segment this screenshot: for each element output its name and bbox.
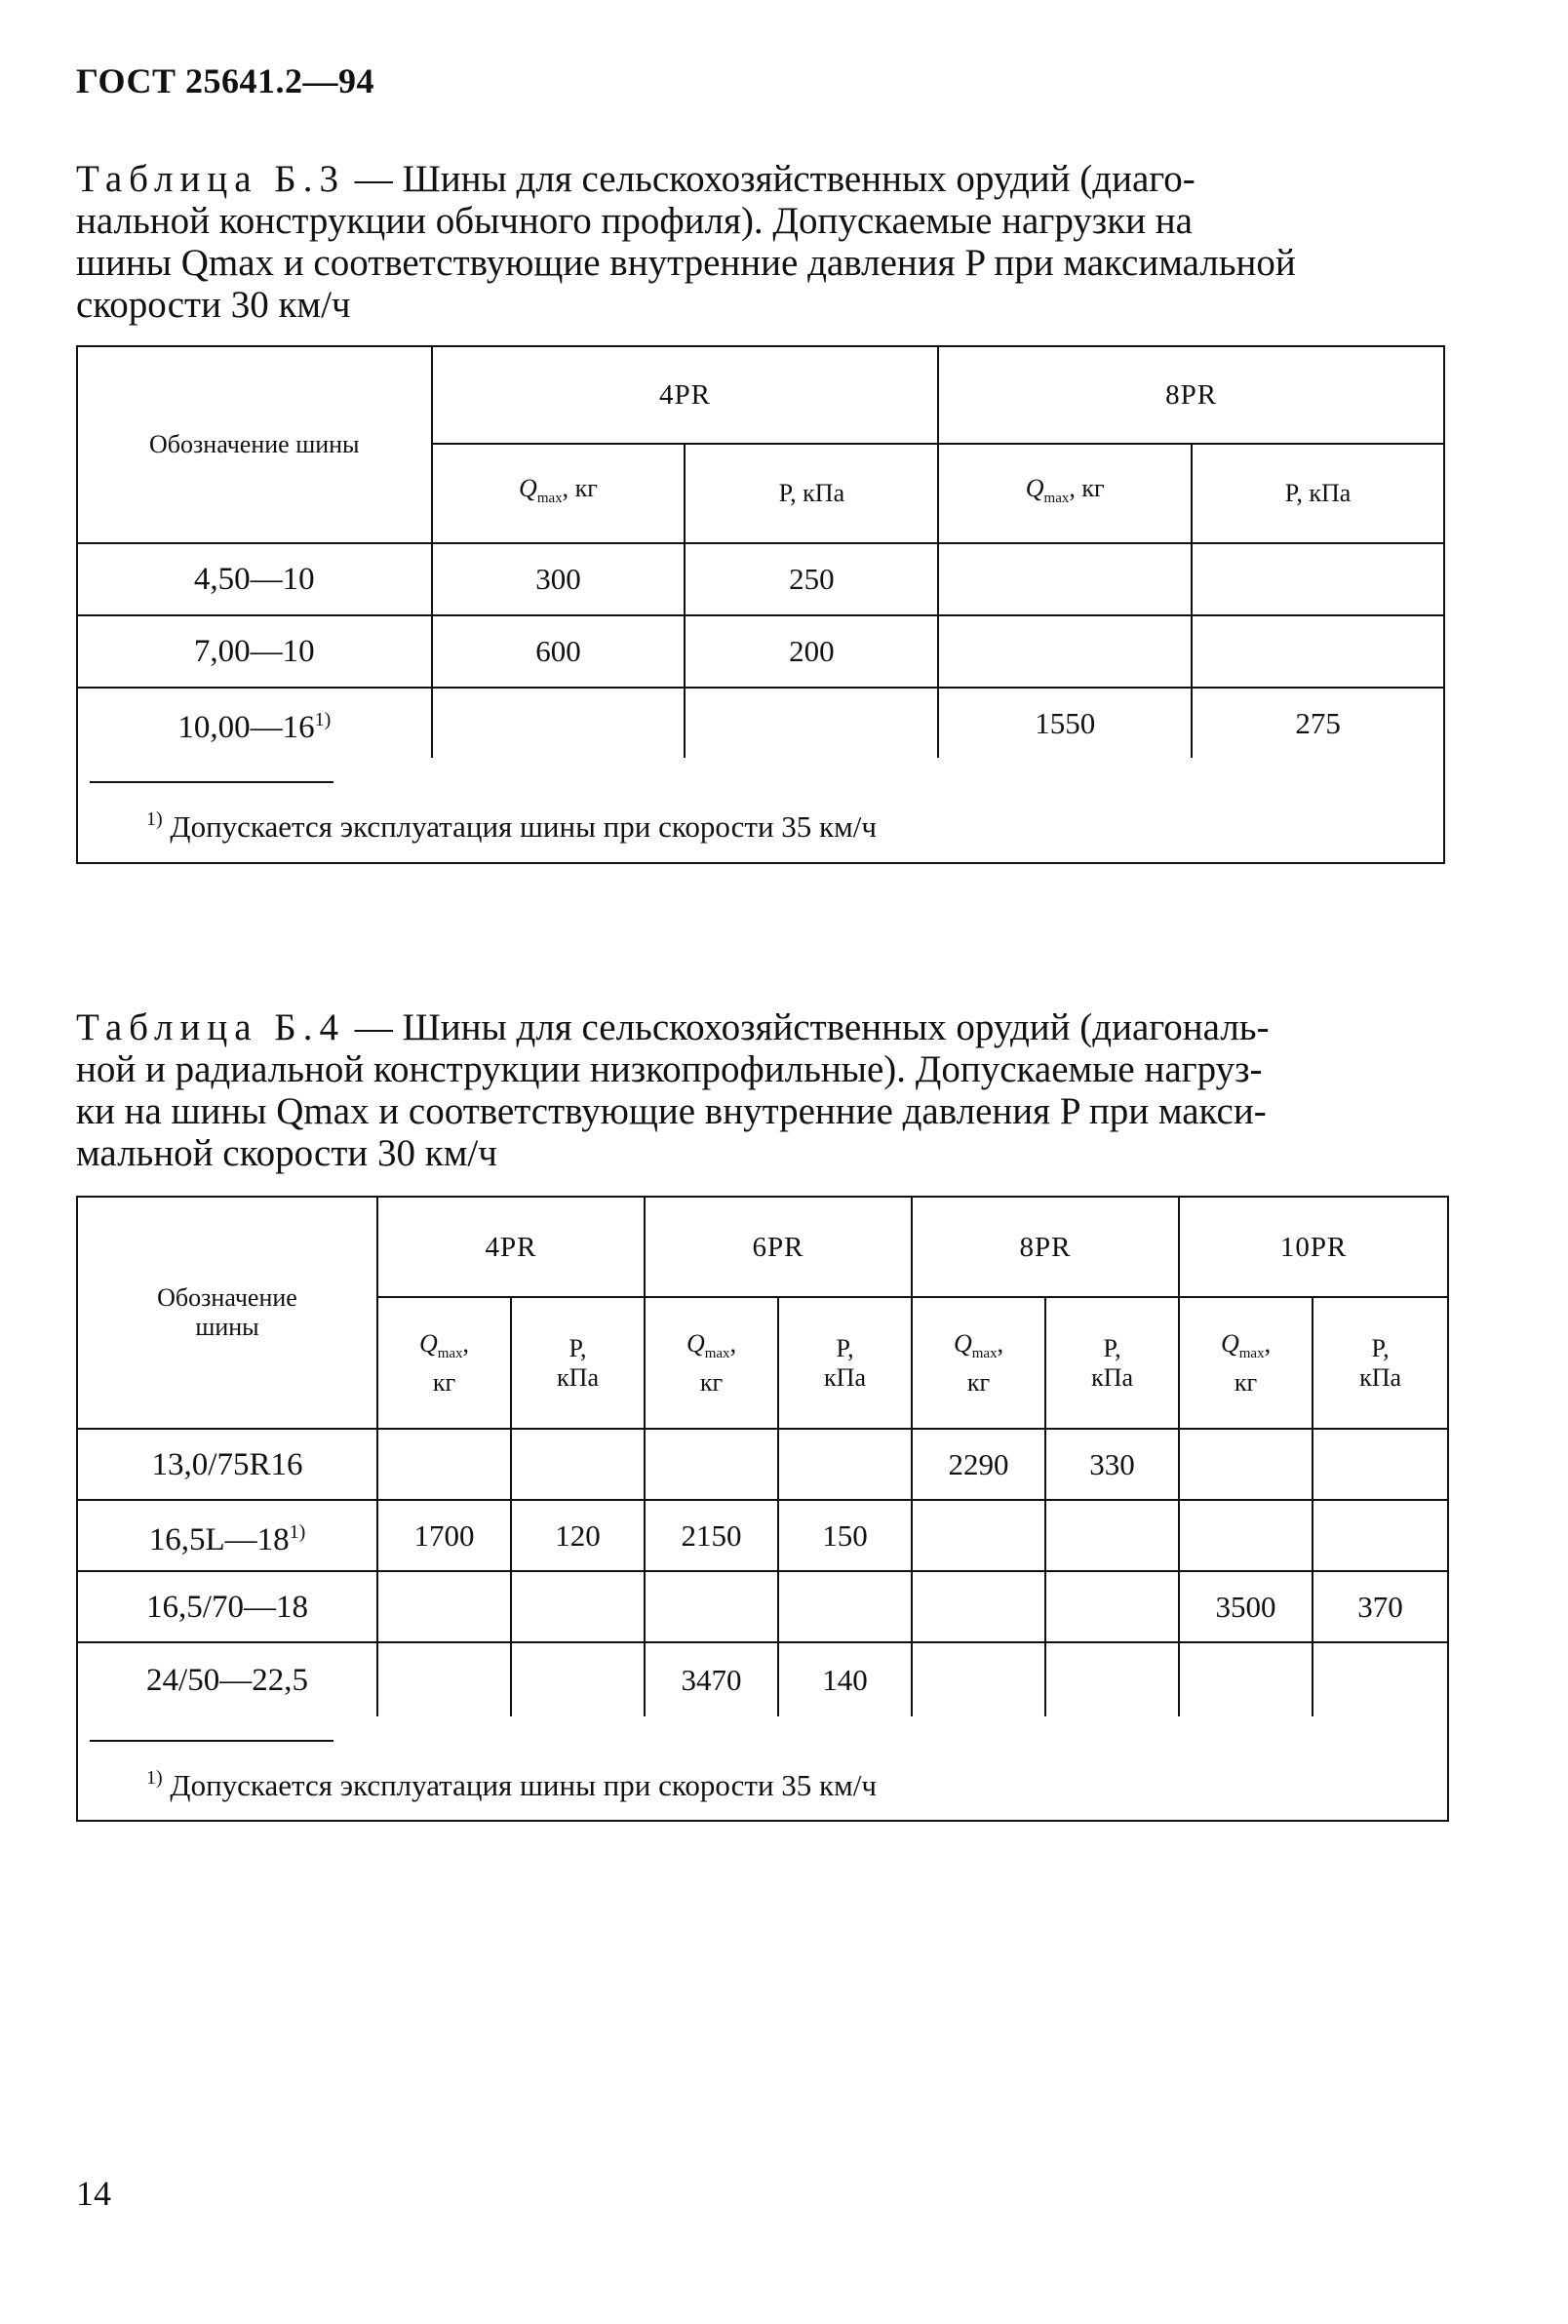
value-cell: 2290 <box>912 1429 1045 1500</box>
column-header-p: P, кПа <box>1192 444 1444 543</box>
column-group-header: 8PR <box>938 346 1444 444</box>
value-cell <box>1179 1429 1313 1500</box>
footnote: $^{1)}$ Допускается эксплуатация шины при скорости 35 км/ч <box>77 1716 1448 1821</box>
value-cell: 120 <box>511 1500 645 1571</box>
value-cell <box>1179 1642 1313 1716</box>
value-cell <box>645 1429 778 1500</box>
tyre-cell: 16,5/70—18 <box>77 1571 377 1642</box>
value-cell <box>938 543 1192 615</box>
column-header-q: $Q_{max}$, кг <box>377 1297 511 1429</box>
value-cell <box>1313 1429 1448 1500</box>
caption-label: Таблица Б.4 <box>76 1006 345 1048</box>
value-cell <box>1045 1500 1179 1571</box>
value-cell <box>1313 1500 1448 1571</box>
column-header-designation: Обозначение шины <box>77 1197 377 1429</box>
value-cell: 1700 <box>377 1500 511 1571</box>
caption-line: нальной конструкции обычного профиля). Допускаемые нагрузки на <box>76 200 1193 242</box>
table-row <box>77 1429 1448 1500</box>
tyre-cell: 16,5L—18$^{1)}$ <box>77 1500 377 1571</box>
caption-label: Таблица Б.3 <box>76 158 345 200</box>
caption-line: шины Qmax и соответствующие внутренние давления P при максимальной <box>76 242 1296 284</box>
footnote: $^{1)}$ Допускается эксплуатация шины при скорости 35 км/ч <box>77 758 1444 863</box>
caption-line: ной и радиальной конструкции низкопрофильные). Допускаемые нагруз- <box>76 1048 1263 1090</box>
value-cell: 3470 <box>645 1642 778 1716</box>
table-row <box>77 543 1444 615</box>
footnote-divider <box>90 1740 333 1742</box>
page-number: 14 <box>76 2174 111 2213</box>
value-cell <box>912 1642 1045 1716</box>
value-cell: 600 <box>432 615 686 688</box>
value-cell <box>685 688 938 758</box>
table-row <box>77 688 1444 758</box>
value-cell <box>912 1500 1045 1571</box>
table-b3-caption <box>76 158 1441 326</box>
column-header-q: $Q_{max}$, кг <box>938 444 1192 543</box>
table-row <box>77 615 1444 688</box>
column-header-p: P, кПа <box>511 1297 645 1429</box>
value-cell <box>377 1642 511 1716</box>
column-header-q: $Q_{max}$, кг <box>912 1297 1045 1429</box>
value-cell <box>511 1429 645 1500</box>
value-cell: 1550 <box>938 688 1192 758</box>
value-cell <box>1192 543 1444 615</box>
caption-line: мальной скорости 30 км/ч <box>76 1132 497 1174</box>
value-cell <box>778 1571 912 1642</box>
header-row <box>77 1197 1448 1297</box>
header-row <box>77 346 1444 444</box>
table-b3 <box>76 345 1445 864</box>
value-cell: 2150 <box>645 1500 778 1571</box>
table-row <box>77 1642 1448 1716</box>
column-header-p: P, кПа <box>1313 1297 1448 1429</box>
value-cell <box>778 1429 912 1500</box>
value-cell <box>1313 1642 1448 1716</box>
value-cell: 330 <box>1045 1429 1179 1500</box>
value-cell <box>511 1642 645 1716</box>
value-cell <box>1179 1500 1313 1571</box>
value-cell <box>912 1571 1045 1642</box>
column-group-header: 8PR <box>912 1197 1179 1297</box>
tyre-cell: 10,00—16$^{1)}$ <box>77 688 432 758</box>
tyre-cell: 4,50—10 <box>77 543 432 615</box>
column-group-header: 4PR <box>432 346 939 444</box>
tyre-cell: 24/50—22,5 <box>77 1642 377 1716</box>
footnote-row <box>77 758 1444 863</box>
value-cell <box>377 1571 511 1642</box>
caption-line: Таблица Б.3 — Шины для сельскохозяйственных орудий (диаго- <box>76 158 1196 200</box>
column-group-header: 4PR <box>377 1197 645 1297</box>
column-group-header: 6PR <box>645 1197 912 1297</box>
value-cell: 275 <box>1192 688 1444 758</box>
caption-line: Таблица Б.4 — Шины для сельскохозяйственных орудий (диагональ- <box>76 1006 1270 1048</box>
value-cell <box>1192 615 1444 688</box>
value-cell: 370 <box>1313 1571 1448 1642</box>
value-cell: 250 <box>685 543 938 615</box>
value-cell <box>511 1571 645 1642</box>
value-cell: 300 <box>432 543 686 615</box>
column-header-q: $Q_{max}$, кг <box>1179 1297 1313 1429</box>
caption-line: ки на шины Qmax и соответствующие внутренние давления P при макси- <box>76 1090 1267 1132</box>
column-header-p: P, кПа <box>778 1297 912 1429</box>
value-cell <box>377 1429 511 1500</box>
caption-line: скорости 30 км/ч <box>76 284 351 326</box>
column-header-q: $Q_{max}$, кг <box>432 444 686 543</box>
value-cell <box>645 1571 778 1642</box>
value-cell: 150 <box>778 1500 912 1571</box>
table-row <box>77 1571 1448 1642</box>
footnote-divider <box>90 781 333 783</box>
tyre-cell: 7,00—10 <box>77 615 432 688</box>
value-cell <box>1045 1642 1179 1716</box>
footnote-row <box>77 1716 1448 1821</box>
document-id: ГОСТ 25641.2—94 <box>76 61 374 100</box>
value-cell <box>938 615 1192 688</box>
column-header-p: P, кПа <box>685 444 938 543</box>
value-cell: 140 <box>778 1642 912 1716</box>
column-header-q: $Q_{max}$, кг <box>645 1297 778 1429</box>
value-cell <box>432 688 686 758</box>
table-row <box>77 1500 1448 1571</box>
table-b4 <box>76 1196 1449 1822</box>
column-group-header: 10PR <box>1179 1197 1448 1297</box>
tyre-cell: 13,0/75R16 <box>77 1429 377 1500</box>
value-cell <box>1045 1571 1179 1642</box>
column-header-p: P, кПа <box>1045 1297 1179 1429</box>
value-cell: 3500 <box>1179 1571 1313 1642</box>
column-header-designation: Обозначение шины <box>77 346 432 543</box>
value-cell: 200 <box>685 615 938 688</box>
table-b4-caption <box>76 1006 1441 1174</box>
